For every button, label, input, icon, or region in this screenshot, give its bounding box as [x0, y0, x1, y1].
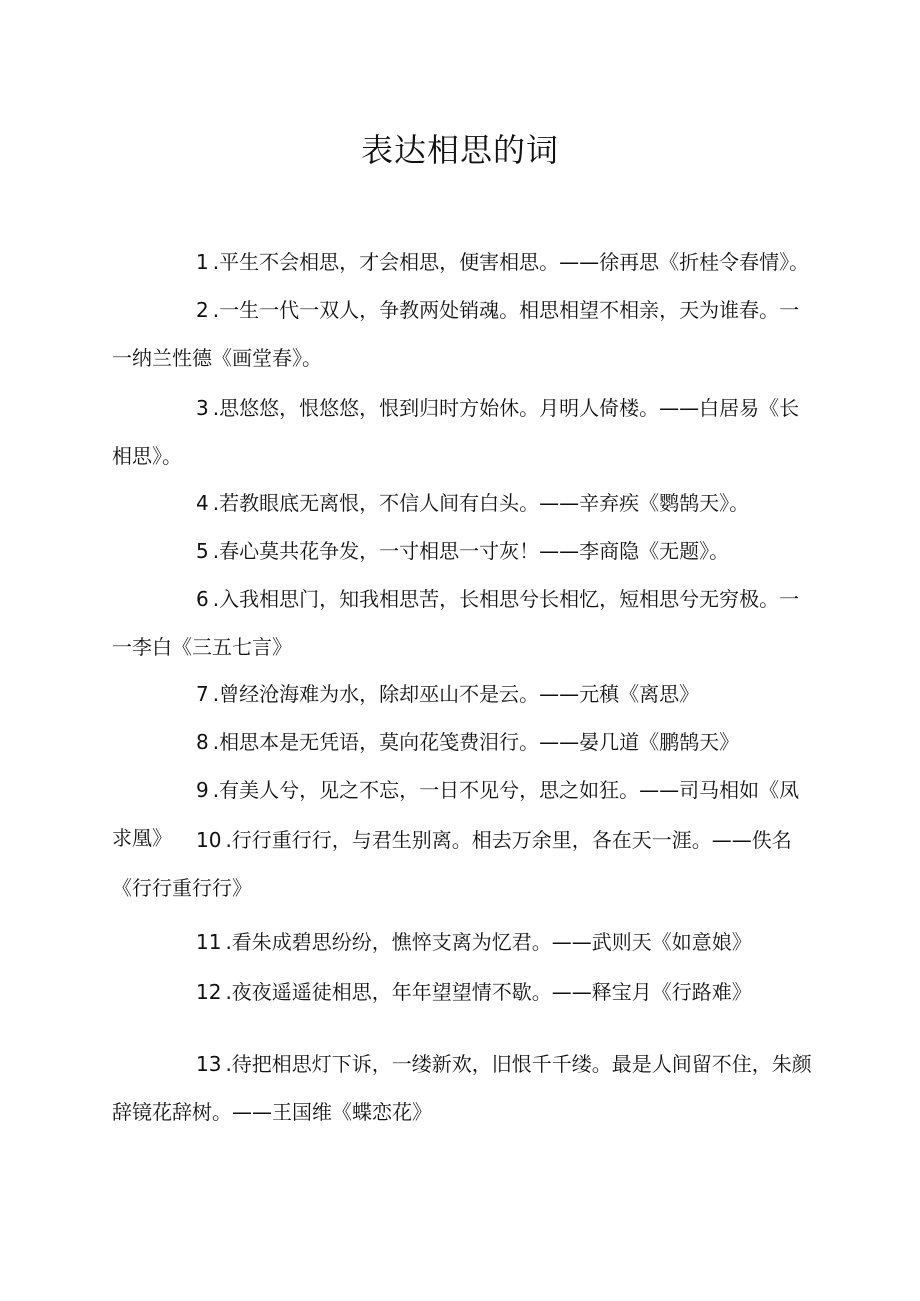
entry-13: [112, 1040, 814, 1136]
entry-text: .春心莫共花争发，一寸相思一寸灰！——李商隐《无题》。: [212, 539, 730, 563]
entry-number: 10: [196, 828, 222, 852]
entry-3: [112, 384, 814, 480]
entry-number: 13: [196, 1052, 222, 1076]
page-title: 表达相思的词: [360, 131, 559, 169]
entry-number: 2: [196, 298, 209, 322]
entry-number: 11: [196, 930, 222, 954]
entry-text: .若教眼底无离恨，不信人间有白头。——辛弃疾《鹦鹄天》。: [212, 491, 750, 515]
entry-text: .曾经沧海难为水，除却巫山不是云。——元稹《离思》: [212, 682, 700, 706]
entry-number: 3: [196, 396, 209, 420]
entry-11: [112, 918, 814, 966]
entry-text: .看朱成碧思纷纷，憔悴支离为忆君。——武则天《如意娘》: [225, 930, 752, 954]
entry-number: 8: [196, 730, 209, 754]
entry-text: .有美人兮，见之不忘，一日不见兮，思之如狂。——司马相如《凤求凰》: [112, 778, 800, 850]
entry-text: .入我相思门，知我相思苦，长相思兮长相忆，短相思兮无穷极。一一李白《三五七言》: [112, 587, 800, 659]
entry-10: [112, 816, 814, 912]
entry-5: [112, 527, 814, 575]
entry-8: [112, 718, 814, 766]
entry-number: 5: [196, 539, 209, 563]
entry-text: .夜夜遥遥徒相思，年年望望情不歇。——释宝月《行路难》: [225, 980, 752, 1004]
entry-number: 12: [196, 980, 222, 1004]
entry-6: [112, 575, 814, 671]
entry-text: .相思本是无凭语，莫向花笺费泪行。——晏几道《鹏鹄天》: [212, 730, 740, 754]
entry-7: [112, 670, 814, 718]
entry-number: 4: [196, 491, 209, 515]
entry-4: [112, 479, 814, 527]
entry-text: .一生一代一双人，争教两处销魂。相思相望不相亲，天为谁春。一一纳兰性德《画堂春》。: [112, 298, 800, 370]
entry-text: .平生不会相思，才会相思，便害相思。——徐再思《折桂令春情》。: [212, 250, 810, 274]
entry-text: .思悠悠，恨悠悠，恨到归时方始休。月明人倚楼。——白居易《长相思》。: [112, 396, 800, 468]
entry-number: 9: [196, 778, 209, 802]
entry-number: 1: [196, 250, 209, 274]
entry-2: [112, 286, 814, 382]
entry-number: 6: [196, 587, 209, 611]
entry-text: .待把相思灯下诉，一缕新欢，旧恨千千缕。最是人间留不住，朱颜辞镜花辞树。——王国维《蝶恋花》: [112, 1052, 812, 1124]
entry-number: 7: [196, 682, 209, 706]
entry-text: .行行重行行，与君生别离。相去万余里，各在天一涯。——佚名《行行重行行》: [112, 828, 792, 900]
entry-1: [112, 238, 814, 286]
entry-12: [112, 968, 814, 1016]
